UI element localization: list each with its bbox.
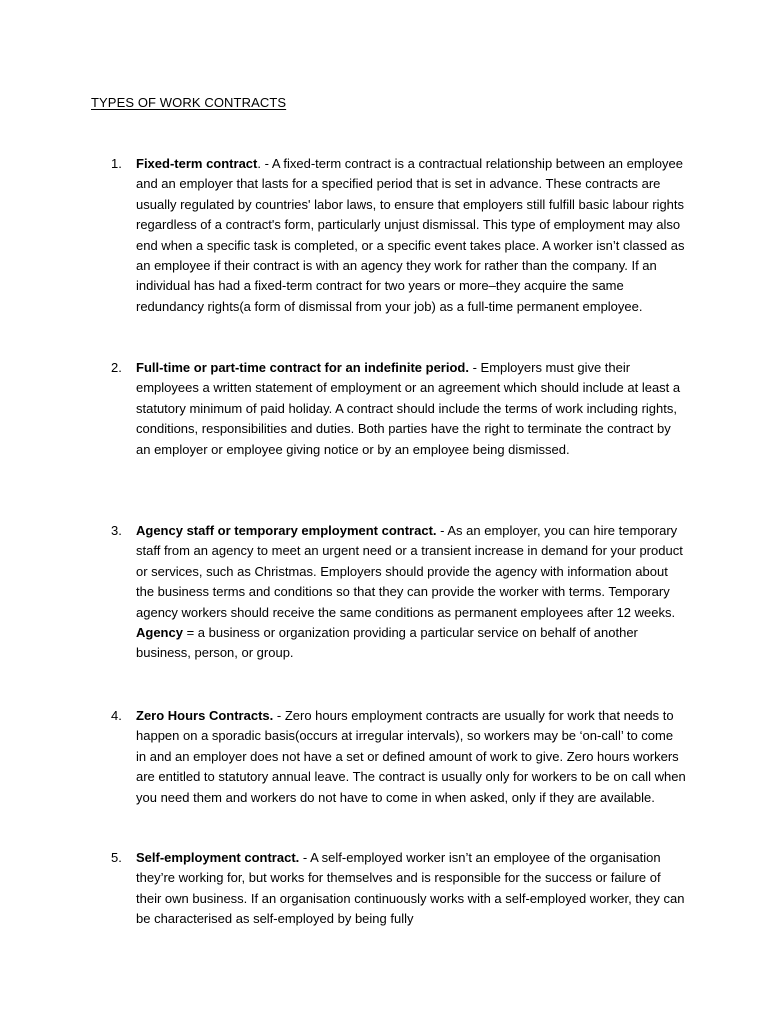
list-item-separator: . - — [257, 156, 272, 171]
list-item-number: 4. — [111, 708, 122, 723]
list-item-text: Employers must give their employees a written statement of employment or an agreement which should include at least a statutory minimum of paid holiday. A contract should include the terms of work including rights, conditions, responsibilities and duties. Both parties have the right to terminate the contract by an employer or employee giving notice or by an employee being dismissed. — [136, 360, 681, 457]
list-item-full-time-part-time-contract — [111, 358, 686, 460]
list-item-heading: Full-time or part-time contract for an indefinite period. — [136, 360, 469, 375]
list-item-body — [136, 521, 686, 664]
list-item-body — [136, 706, 686, 808]
list-item-fixed-term-contract — [111, 154, 686, 317]
list-item-separator: - — [468, 360, 481, 375]
list-item-body — [136, 358, 686, 460]
definition-term: Agency — [136, 625, 183, 641]
list-item-number: 3. — [111, 523, 122, 538]
list-item-number: 2. — [111, 360, 122, 375]
list-item-heading: Fixed-term contract — [136, 156, 258, 171]
list-item-self-employment-contract — [111, 848, 686, 930]
definition-text: = a business or organization providing a particular service on behalf of another business, person, or group. — [136, 625, 638, 661]
list-item-separator: - — [436, 523, 448, 538]
list-item-number: 5. — [111, 850, 122, 865]
list-item-text: A fixed-term contract is a contractual relationship between an employee and an employer that lasts for a specified period that is set in advance. These contracts are usually regulated by countries' labor laws, to ensure that employers still fulfill basic labour rights regardless of a contract's form, particularly unjust dismissal. This type of employment may also end when a specific task is completed, or a specific event takes place. A worker isn’t classed as an employee if their contract is with an agency they work for rather than the company. If an individual has had a fixed-term contract for two years or more–they acquire the same redundancy rights(a form of dismissal from your job) as a full-time permanent employee. — [136, 156, 685, 314]
list-item-text: As an employer, you can hire temporary staff from an agency to meet an urgent need or a transient increase in demand for your product or services, such as Christmas. Employers should provide the agency with information about the business terms and conditions so that they can provide the worker with terms. Temporary agency workers should receive the same conditions as permanent employees after 12 weeks. — [136, 523, 683, 620]
list-item-number: 1. — [111, 156, 122, 171]
list-item-body — [136, 848, 686, 930]
list-item-heading: Self-employment contract. — [136, 850, 300, 865]
list-item-text: A self-employed worker isn’t an employee of the organisation they’re working for, but works for themselves and is responsible for the success or failure of their own business. If an organisation continuously works with a self-employed worker, they can be characterised as self-employed by being fully — [136, 850, 685, 927]
list-item-separator: - — [273, 708, 285, 723]
list-item-zero-hours-contracts — [111, 706, 686, 808]
list-item-heading: Agency staff or temporary employment contract. — [136, 523, 437, 538]
list-item-agency-staff-contract — [111, 521, 686, 664]
list-item-body — [136, 154, 686, 317]
list-item-text: Zero hours employment contracts are usually for work that needs to happen on a sporadic basis(occurs at irregular intervals), so workers may be ‘on-call’ to come in and an employer does not have a set or defined amount of work to give. Zero hours workers are entitled to statutory annual leave. The contract is usually only for workers to be on call when you need them and workers do not have to come in when asked, only if they are available. — [136, 708, 686, 805]
document-title: TYPES OF WORK CONTRACTS — [91, 95, 287, 110]
list-item-separator: - — [299, 850, 311, 865]
list-item-heading: Zero Hours Contracts. — [136, 708, 274, 723]
